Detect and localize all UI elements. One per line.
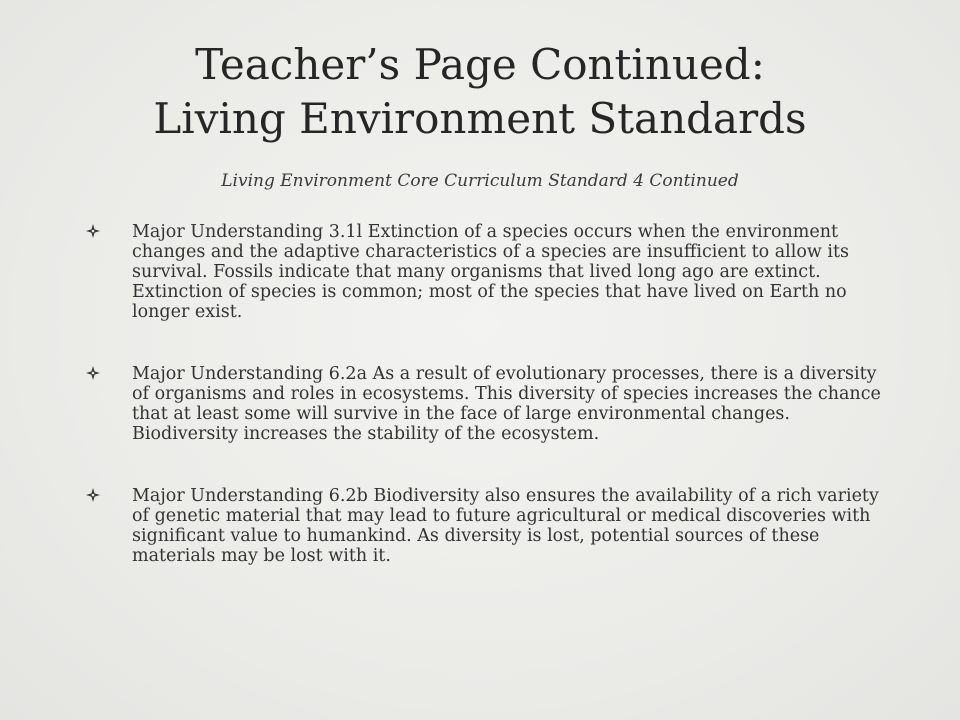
bullet-list: [86, 222, 886, 608]
bullet-item: [86, 486, 886, 566]
bullet-text: Major Understanding 6.2a As a result of evolutionary processes, there is a diversity of organisms and roles in ecosystems. This diversity of species increases the chance that at least some will survive in the face of large environmental changes. Biodiversity increases the stability of the ecosystem.: [132, 364, 881, 444]
slide-subtitle: Living Environment Core Curriculum Standard 4 Continued: [221, 171, 739, 191]
bullet-item: [86, 364, 886, 444]
slide-title: [0, 38, 960, 146]
diamond-star-bullet-icon: [86, 224, 100, 238]
slide-title-line1: Teacher’s Page Continued:: [195, 40, 765, 89]
diamond-star-bullet-icon: [86, 488, 100, 502]
slide-title-line2: Living Environment Standards: [153, 94, 807, 143]
diamond-star-bullet-icon: [86, 366, 100, 380]
bullet-text: Major Understanding 3.1l Extinction of a species occurs when the environment changes and the adaptive characteristics of a species are insufficient to allow its survival. Fossils indicate that many organisms that lived long ago are extinct. Extinction of species is common; most of the species that have lived on Earth no longer exist.: [132, 222, 850, 322]
bullet-item: [86, 222, 886, 322]
bullet-text: Major Understanding 6.2b Biodiversity also ensures the availability of a rich variety of genetic material that may lead to future agricultural or medical discoveries with significant value to humankind. As diversity is lost, potential sources of these materials may be lost with it.: [132, 486, 879, 566]
